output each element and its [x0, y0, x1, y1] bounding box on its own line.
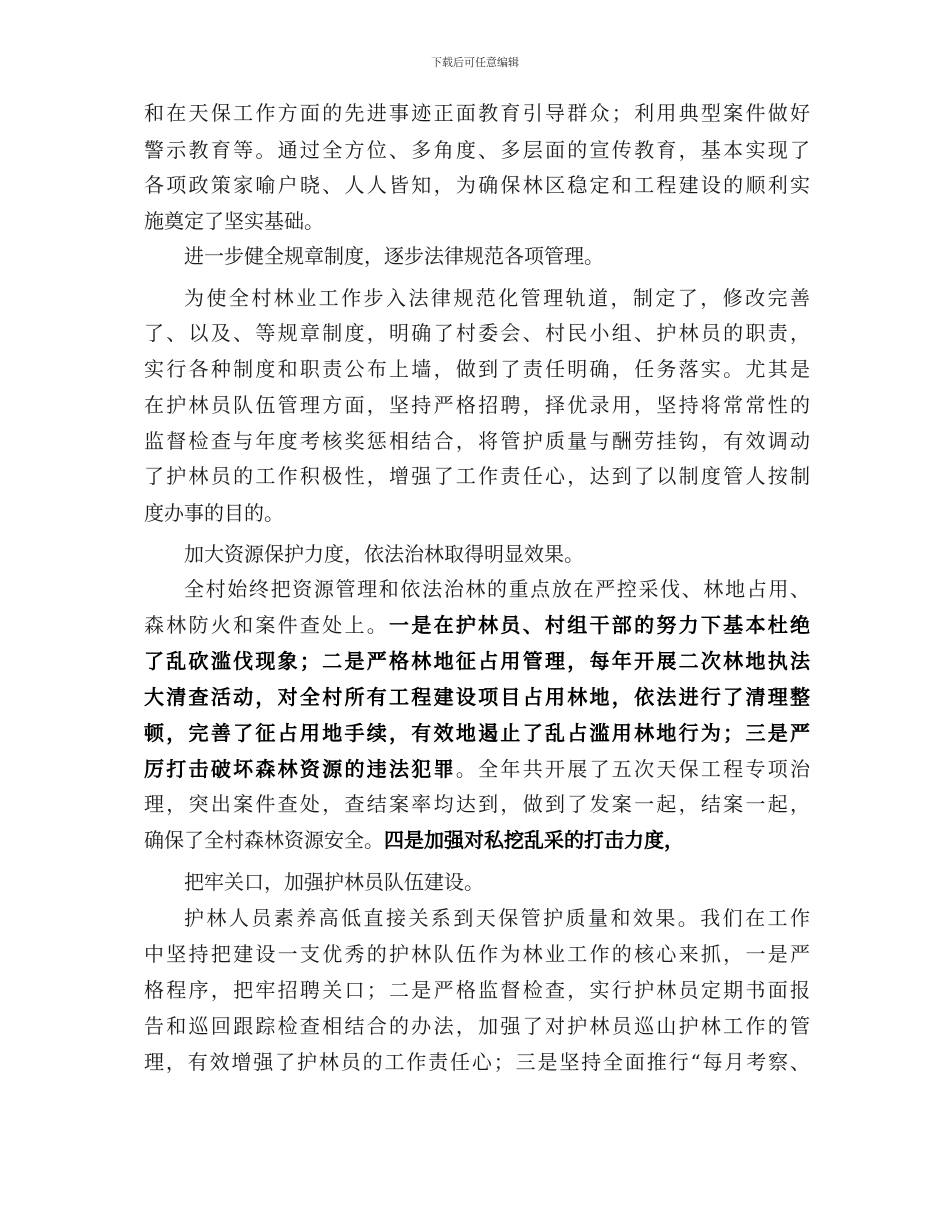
- text-line: [144, 461, 810, 491]
- text-line: [184, 539, 810, 569]
- text-span: 监督检查与年度考核奖惩相结合，将管护质量与酬劳挂钩，有效调动: [144, 429, 810, 453]
- text-line: [144, 718, 810, 748]
- text-line: [144, 646, 810, 676]
- text-span: 理，突出案件查处，查结案率均达到，做到了发案一起，结案一起，: [144, 792, 810, 816]
- text-span: 中坚持把建设一支优秀的护林队伍作为林业工作的核心来抓，一是严: [144, 942, 810, 966]
- text-span: 为使全村林业工作步入法律规范化管理轨道，制定了，修改完善: [184, 286, 810, 310]
- text-span: 实行各种制度和职责公布上墙，做到了责任明确，任务落实。尤其是: [144, 357, 810, 381]
- text-line: [184, 283, 810, 313]
- text-span: 确保了全村森林资源安全。: [144, 828, 384, 852]
- text-span: 度办事的目的。: [144, 501, 284, 525]
- text-span: 在护林员队伍管理方面，坚持严格招聘，择优录用，坚持将常常性的: [144, 393, 810, 417]
- text-span: 森林防火和案件查处上。: [144, 613, 390, 637]
- text-line: [144, 390, 810, 420]
- text-span: 了、以及、等规章制度，明确了村委会、村民小组、护林员的职责，: [144, 321, 810, 345]
- bold-text: 厉打击破坏森林资源的违法犯罪: [144, 757, 456, 781]
- bold-text: 四是加强对私挖乱采的打击力度，: [384, 828, 684, 852]
- text-line: [144, 610, 810, 640]
- text-span: 了护林员的工作积极性，增强了工作责任心，达到了以制度管人按制: [144, 464, 810, 488]
- text-line: [144, 1047, 810, 1077]
- text-span: 护林人员素养高低直接关系到天保管护质量和效果。我们在工作: [184, 906, 810, 930]
- text-line: [144, 754, 810, 784]
- text-line: [144, 975, 810, 1005]
- text-line: [184, 574, 810, 604]
- text-span: 施奠定了坚实基础。: [144, 209, 324, 233]
- text-line: [144, 426, 810, 456]
- text-span: 把牢关口，加强护林员队伍建设。: [184, 870, 484, 894]
- bold-text: 顿，完善了征占用地手续，有效地遏止了乱占滥用林地行为；三是严: [144, 721, 810, 745]
- text-span: 全村始终把资源管理和依法治林的重点放在严控采伐、林地占用、: [184, 577, 810, 601]
- text-line: [144, 206, 810, 236]
- text-span: 进一步健全规章制度，逐步法律规范各项管理。: [184, 244, 604, 268]
- text-line: [144, 498, 810, 528]
- bold-text: 了乱砍滥伐现象；二是严格林地征占用管理，每年开展二次林地执法: [144, 649, 810, 673]
- text-line: [184, 867, 810, 897]
- text-line: [144, 318, 810, 348]
- text-line: [144, 354, 810, 384]
- text-span: 和在天保工作方面的先进事迹正面教育引导群众；利用典型案件做好: [144, 101, 810, 125]
- text-line: [184, 903, 810, 933]
- text-span: 格程序，把牢招聘关口；二是严格监督检查，实行护林员定期书面报: [144, 978, 810, 1002]
- text-span: 各项政策家喻户晓、人人皆知，为确保林区稳定和工程建设的顺利实: [144, 173, 810, 197]
- text-line: [184, 241, 810, 271]
- bold-text: 一是在护林员、村组干部的努力下基本杜绝: [389, 613, 811, 637]
- text-line: [144, 682, 810, 712]
- text-line: [144, 789, 810, 819]
- text-line: [144, 939, 810, 969]
- text-span: 告和巡回跟踪检查相结合的办法，加强了对护林员巡山护林工作的管: [144, 1014, 810, 1038]
- text-span: 理，有效增强了护林员的工作责任心；三是坚持全面推行“每月考察、: [144, 1050, 810, 1074]
- text-line: [144, 98, 810, 128]
- text-line: [144, 170, 810, 200]
- text-span: 加大资源保护力度，依法治林取得明显效果。: [184, 542, 584, 566]
- text-span: 警示教育等。通过全方位、多角度、多层面的宣传教育，基本实现了: [144, 138, 810, 162]
- text-span: 。全年共开展了五次天保工程专项治: [455, 757, 811, 781]
- page-header: 下载后可任意编辑: [431, 56, 519, 69]
- text-line: [144, 1011, 810, 1041]
- bold-text: 大清查活动，对全村所有工程建设项目占用林地，依法进行了清理整: [144, 685, 810, 709]
- text-line: [144, 135, 810, 165]
- text-line: [144, 825, 810, 855]
